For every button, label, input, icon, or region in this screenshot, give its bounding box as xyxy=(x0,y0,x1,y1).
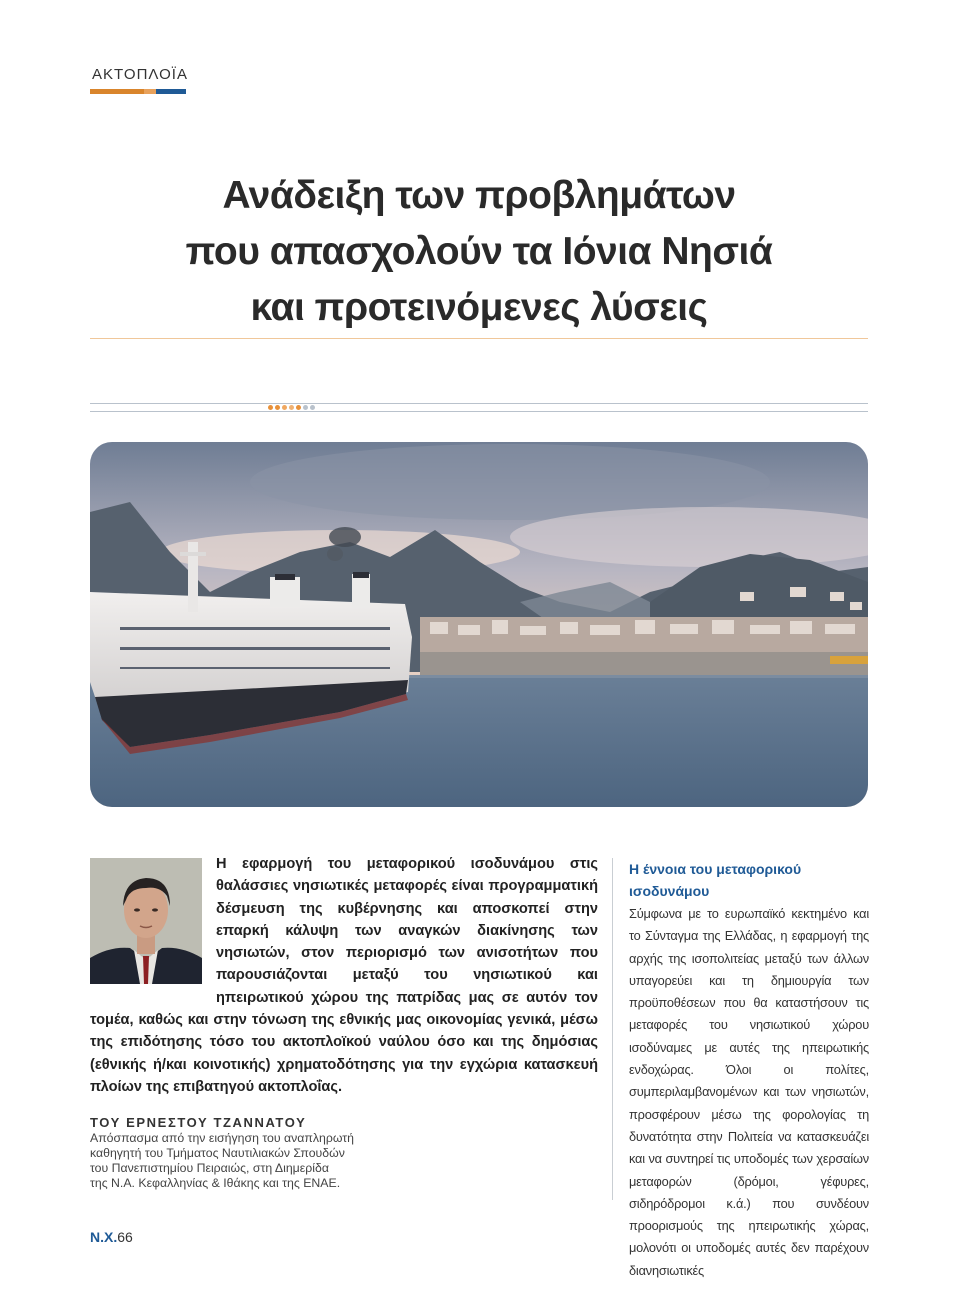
author-description-line: Απόσπασμα από την εισήγηση του αναπληρωτή xyxy=(90,1131,354,1145)
page-footer xyxy=(90,1229,133,1245)
section-label-bar xyxy=(90,89,186,94)
author-description-line: της Ν.Α. Κεφαλληνίας & Ιθάκης και της ΕΝΑΕ. xyxy=(90,1176,341,1190)
divider-top xyxy=(90,403,868,404)
author-name: ΤΟΥ ΕΡΝΕΣΤΟΥ ΤΖΑΝΝΑΤΟΥ xyxy=(90,1115,307,1130)
title-rule xyxy=(90,338,868,339)
divider-bottom xyxy=(90,411,868,412)
article-title-line: και προτεινόμενες λύσεις xyxy=(250,286,708,329)
sidebar-body-text: Σύμφωνα με το ευρωπαϊκό κεκτημένο και το Σύνταγμα της Ελλάδας, η εφαρμογή της αρχής της ισοπολιτείας μεταξύ των άλλων υπαγορεύει και τη δημιουργία των προϋποθέσεων που θα καταστήσουν τις μεταφορές του νησιωτικού χώρου ισοδύναμες με αυτές της ηπειρωτικής ενδοχώρας. Όλοι οι πολίτες, συμπεριλαμβανομένων και των νησιωτών, προσφέρουν μέσω της φορολογίας τη δυνατότητα στην Πολιτεία να κατασκευάζει και να συντηρεί τις υποδομές των χερσαίων μεταφορών (δρόμοι, γέφυρες, σιδηρόδρομοι κ.ά.) που συνδέουν προορισμούς της ηπειρωτικής χώρας, μολονότι οι υποδομές αυτές δεν παρέχουν διανησιωτικές xyxy=(629,906,869,1278)
sidebar-heading xyxy=(629,858,869,902)
author-description-line: του Πανεπιστημίου Πειραιώς, στη Διημερίδα xyxy=(90,1161,329,1175)
byline xyxy=(90,1115,430,1191)
article-title-line: που απασχολούν τα Ιόνια Νησιά xyxy=(185,230,773,273)
page-number: 66 xyxy=(117,1229,133,1245)
section-label: ΑΚΤΟΠΛΟΪΑ xyxy=(92,66,188,83)
lead-text: Η εφαρμογή του μεταφορικού ισοδυνάμου στις θαλάσσιες νησιωτικές μεταφορές είναι προγραμματική δέσμευση της κυβέρνησης και αποσκοπεί στην επαρκή κάλυψη των αναγκών διακίνησης των νησιωτών, στον περιορισμό των ανισοτήτων που παρουσιάζονται μεταξύ του νησιωτικού και ηπειρωτικού χώρου της πατρίδας μας σε αυτόν τον τομέα, καθώς και στην τόνωση της εθνικής μας οικονομίας γενικά, μέσω της επιδότησης τόσο του ακτοπλοϊκού ναύλου όσο και της δημόσιας (εθνικής ή/και κοινοτικής) χρηματοδότησης για την εγχώρια κατασκευή πλοίων της επιβατηγού ακτοπλοΐας. xyxy=(90,856,598,1095)
article-title xyxy=(90,168,868,336)
column-rule xyxy=(612,858,613,1200)
lead-paragraph xyxy=(90,853,598,1098)
ferry-harbor-photo xyxy=(90,442,868,807)
sidebar-heading-line: ισοδυνάμου xyxy=(629,883,710,899)
sidebar-heading-line: Η έννοια του μεταφορικού xyxy=(629,861,802,877)
author-description xyxy=(90,1131,430,1191)
author-description-line: καθηγητή του Τμήματος Ναυτιλιακών Σπουδών xyxy=(90,1146,345,1160)
magazine-brand: Ν.Χ. xyxy=(90,1229,118,1245)
decorative-dots xyxy=(268,405,315,410)
article-title-line: Ανάδειξη των προβλημάτων xyxy=(222,174,736,217)
